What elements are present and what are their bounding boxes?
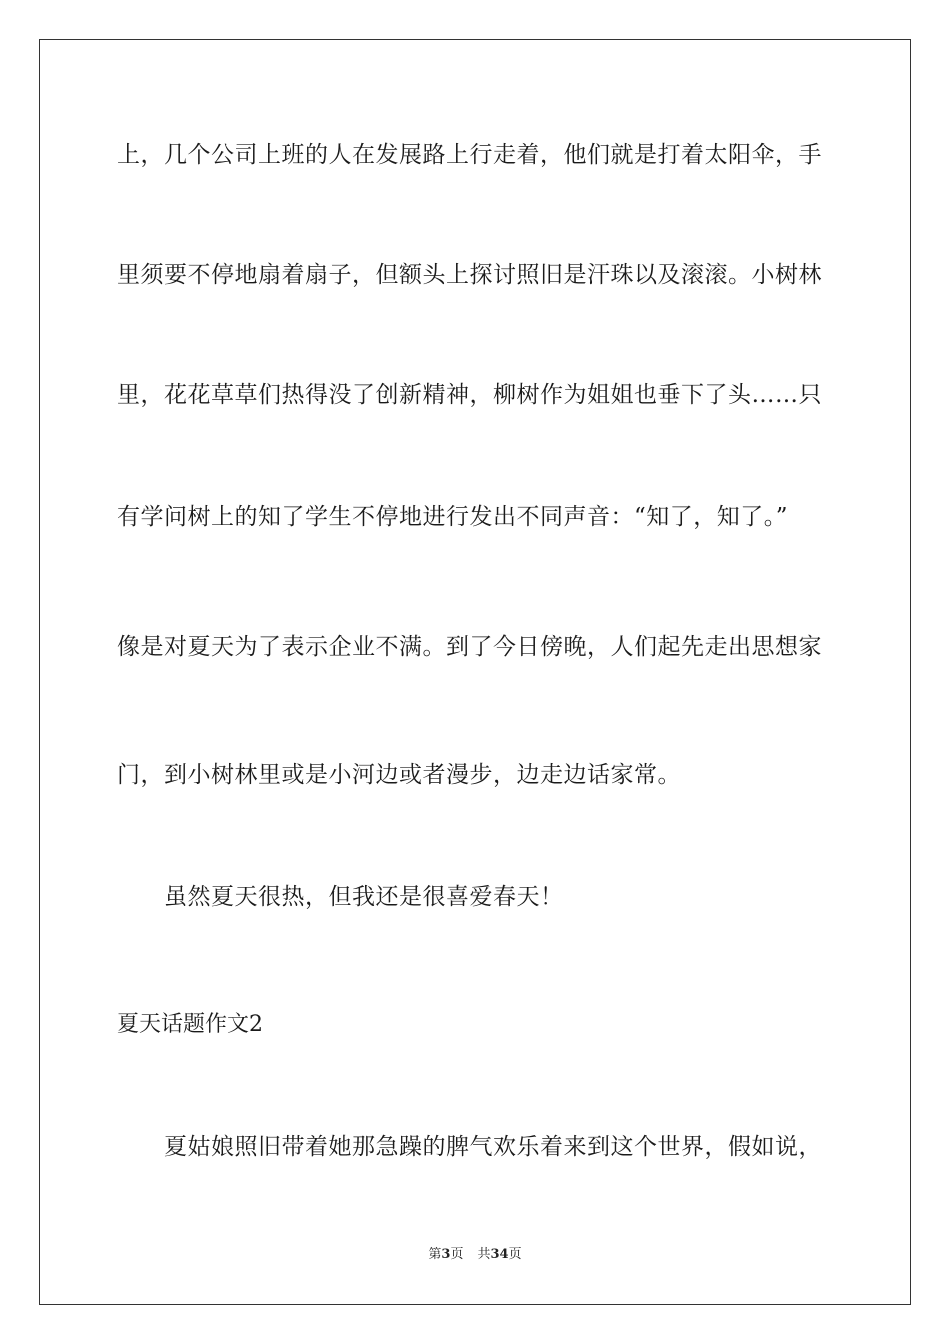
footer-page-prefix: 第 <box>428 1247 442 1262</box>
body-line-1: 上，几个公司上班的人在发展路上行走着，他们就是打着太阳伞，手 <box>117 142 822 168</box>
footer-page-number: 3 <box>441 1247 451 1262</box>
footer-total-pages: 34 <box>490 1247 509 1262</box>
footer-total-prefix: 共 <box>477 1247 491 1262</box>
page-footer <box>0 1246 950 1264</box>
body-line-3: 里，花花草草们热得没了创新精神，柳树作为姐姐也垂下了头……只 <box>117 382 822 408</box>
section-heading: 夏天话题作文2 <box>117 1012 263 1037</box>
footer-page-suffix: 页 <box>450 1247 464 1262</box>
closing-line: 虽然夏天很热，但我还是很喜爱春天！ <box>164 884 564 910</box>
body-line-6: 门，到小树林里或是小河边或者漫步，边走边话家常。 <box>117 762 681 788</box>
essay2-first-line: 夏姑娘照旧带着她那急躁的脾气欢乐着来到这个世界，假如说， <box>164 1134 822 1160</box>
body-line-2: 里须要不停地扇着扇子，但额头上探讨照旧是汗珠以及滚滚。小树林 <box>117 262 822 288</box>
body-line-5: 像是对夏天为了表示企业不满。到了今日傍晚，人们起先走出思想家 <box>117 634 822 660</box>
page-border <box>39 39 911 1305</box>
footer-total-suffix: 页 <box>508 1247 522 1262</box>
body-line-4: 有学问树上的知了学生不停地进行发出不同声音：“知了，知了。” <box>117 504 789 530</box>
